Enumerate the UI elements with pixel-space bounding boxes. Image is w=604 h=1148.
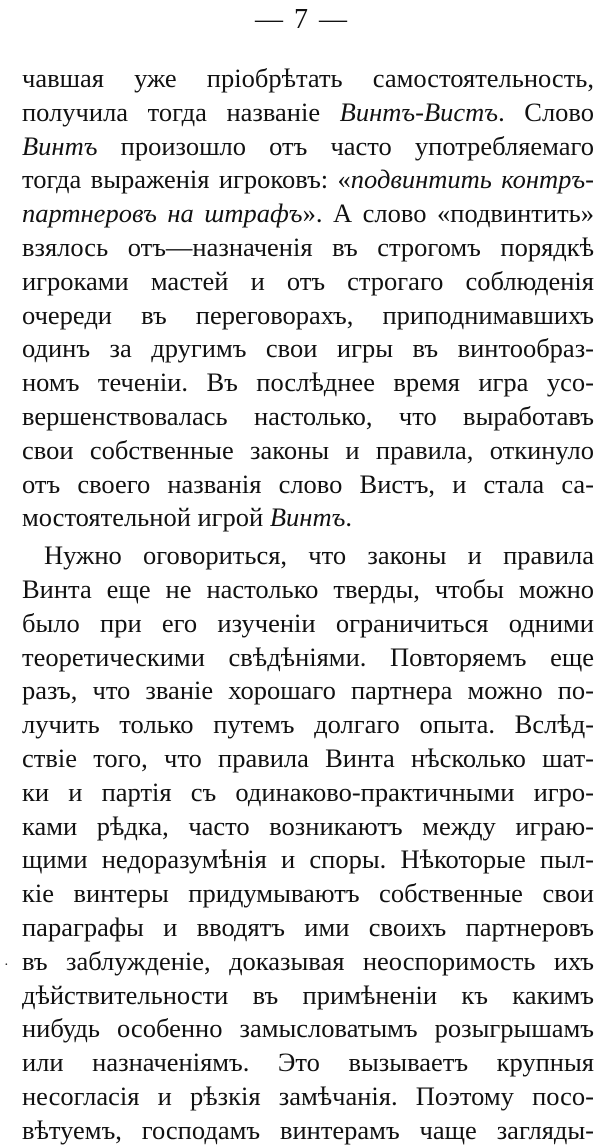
text-line: вершенствовалась настолько, что выработавъ [22, 400, 594, 431]
text-span: тогда выраженія игроковъ: « [22, 164, 351, 195]
text-line: несогласія и рѣзкія замѣчанія. Поэтому посо- [22, 1080, 594, 1111]
text-line: параграфы и вводятъ ими своихъ партнеровъ [22, 911, 594, 942]
text-line: отъ своего названія слово Вистъ, и стала са- [22, 468, 594, 499]
text-line: вѣтуемъ, господамъ винтерамъ чаще загляды- [22, 1114, 594, 1145]
text-line: нибудь особенно замысловатымъ розыгрышамъ [22, 1013, 594, 1044]
text-line: кіе винтеры придумываютъ собственные свои [22, 878, 594, 909]
italic-quote: партнеровъ на штрафъ [22, 198, 303, 229]
text-line: разъ, что званіе хорошаго партнера можно по- [22, 675, 594, 706]
text-span: мостоятельной игрой [22, 502, 270, 533]
italic-term-vint: Винтъ [269, 502, 346, 533]
text-line: или назначеніямъ. Это вызываетъ крупныя [22, 1047, 594, 1078]
text-line: ствіе того, что правила Винта нѣсколько шат- [22, 742, 594, 773]
text-span: ». А слово «подвинтить» [302, 198, 594, 229]
italic-quote: подвинтить контръ- [350, 164, 594, 195]
text-line: игроками мастей и отъ строгаго соблюденія [22, 265, 594, 296]
text-line: одинъ за другимъ свои игры въ винтообраз- [22, 333, 594, 364]
text-line: свои собственные законы и правила, откинуло [22, 434, 594, 465]
italic-term-vint: Винтъ [22, 130, 98, 161]
print-speck: · [4, 958, 9, 973]
paragraph-1 [22, 62, 594, 535]
text-line: теоретическими свѣдѣніями. Повторяемъ еще [22, 641, 594, 672]
text-line: ки и партія съ одинаково-практичными игро- [22, 776, 594, 807]
text-line [22, 130, 594, 164]
text-line: лучить только путемъ долгаго опыта. Вслѣд- [22, 709, 594, 740]
text-span: получила тогда названіе [22, 96, 340, 127]
text-line [22, 501, 594, 535]
text-line: Винта еще не настолько тверды, чтобы можно [22, 573, 594, 604]
text-line: Нужно оговориться, что законы и правила [44, 540, 594, 571]
text-line: было при его изученіи ограничиться одними [22, 607, 594, 638]
text-span: . [345, 502, 352, 533]
page-body-text [22, 62, 594, 1148]
page-number-header: — 7 — [255, 4, 349, 35]
text-span: . Слово [498, 96, 594, 127]
text-line: дѣйствительности въ примѣненіи къ какимъ [22, 979, 594, 1010]
text-line [22, 197, 594, 231]
text-line: чавшая уже пріобрѣтать самостоятельность, [22, 63, 594, 93]
text-line: взялось отъ—назначенія въ строгомъ порядкѣ [22, 231, 594, 262]
text-line [22, 96, 594, 130]
italic-term-vint-vist: Винтъ-Вистъ [339, 96, 499, 127]
text-line: ками рѣдка, часто возникаютъ между играю- [22, 810, 594, 841]
text-span: произошло отъ часто употребляемаго [97, 130, 594, 161]
text-line [22, 163, 594, 197]
paragraph-2 [22, 539, 594, 1147]
text-line: щими недоразумѣнія и споры. Нѣкоторые пыл- [22, 844, 594, 875]
text-line: очереди въ переговорахъ, приподнимавшихъ [22, 299, 594, 330]
text-line: номъ теченіи. Въ послѣднее время игра усо- [22, 367, 594, 398]
text-line: въ заблужденіе, доказывая неоспоримость ихъ [22, 945, 594, 976]
